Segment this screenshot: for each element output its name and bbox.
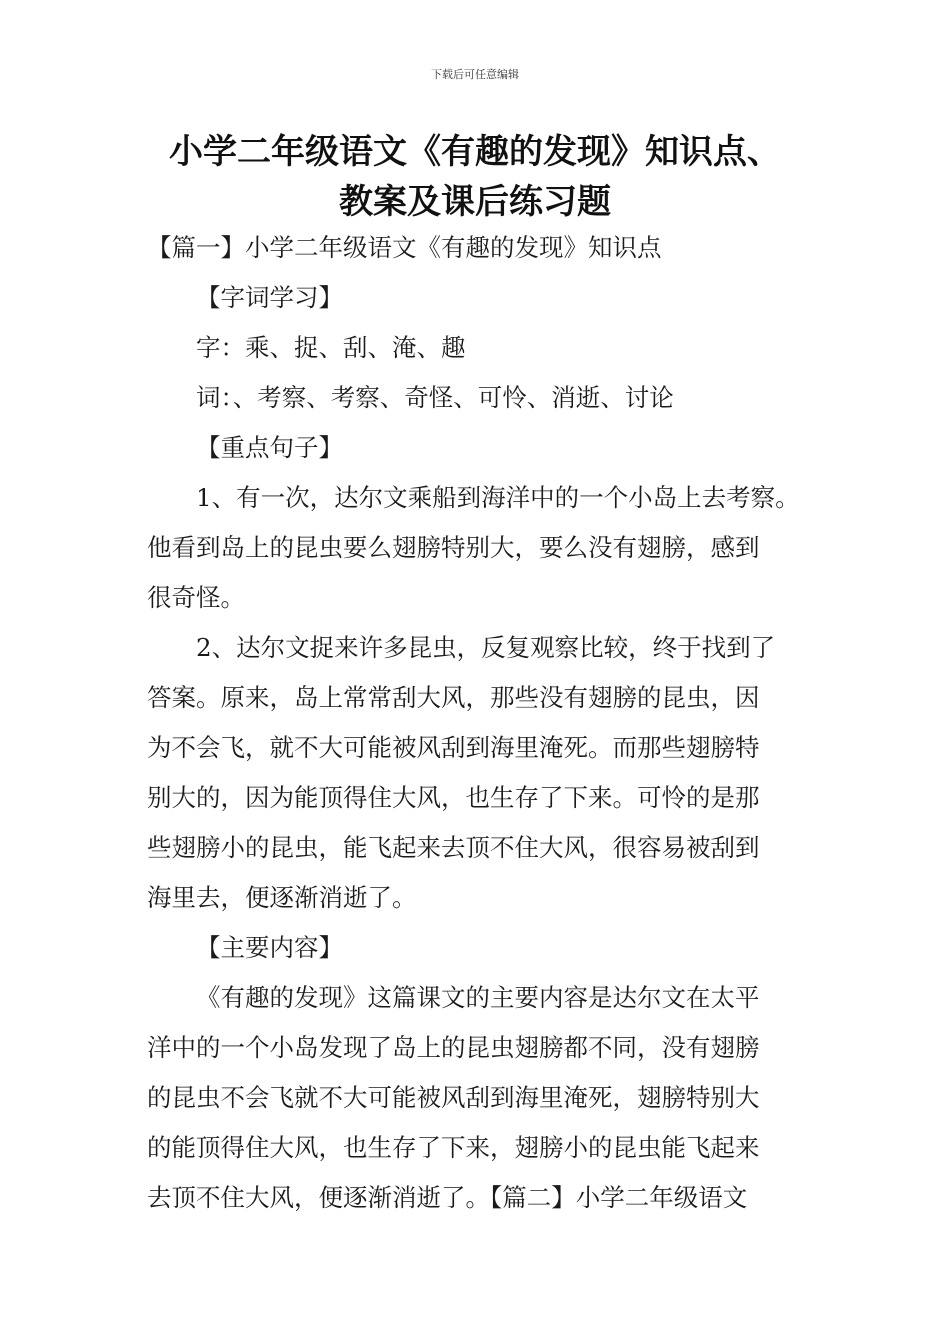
paragraph-line: 别大的，因为能顶得住大风，也生存了下来。可怜的是那 bbox=[147, 783, 760, 812]
paragraph-line: 他看到岛上的昆虫要么翅膀特别大，要么没有翅膀，感到 bbox=[147, 533, 760, 562]
characters-line: 字：乘、捉、刮、淹、趣 bbox=[196, 333, 466, 362]
words-line: 词：、考察、考察、奇怪、可怜、消逝、讨论 bbox=[196, 383, 674, 412]
section-heading-part-one: 【篇一】小学二年级语文《有趣的发现》知识点 bbox=[147, 233, 662, 262]
paragraph-line: 为不会飞，就不大可能被风刮到海里淹死。而那些翅膀特 bbox=[147, 733, 760, 762]
paragraph-line: 2、达尔文捉来许多昆虫，反复观察比较，终于找到了 bbox=[196, 633, 776, 662]
paragraph-line: 很奇怪。 bbox=[147, 583, 245, 612]
paragraph-line: 洋中的一个小岛发现了岛上的昆虫翅膀都不同，没有翅膀 bbox=[147, 1033, 760, 1062]
paragraph-line: 些翅膀小的昆虫，能飞起来去顶不住大风，很容易被刮到 bbox=[147, 833, 760, 862]
paragraph-line: 的昆虫不会飞就不大可能被风刮到海里淹死，翅膀特别大 bbox=[147, 1083, 760, 1112]
header-note: 下载后可任意编辑 bbox=[431, 68, 519, 81]
paragraph-line: 1、有一次，达尔文乘船到海洋中的一个小岛上去考察。 bbox=[196, 483, 800, 512]
document-title-line-2: 教案及课后练习题 bbox=[339, 182, 611, 222]
paragraph-line: 《有趣的发现》这篇课文的主要内容是达尔文在太平 bbox=[196, 983, 760, 1012]
paragraph-line: 的能顶得住大风，也生存了下来，翅膀小的昆虫能飞起来 bbox=[147, 1133, 760, 1162]
subheading-main-content: 【主要内容】 bbox=[196, 933, 343, 962]
paragraph-line: 答案。原来，岛上常常刮大风，那些没有翅膀的昆虫，因 bbox=[147, 683, 760, 712]
subheading-vocabulary: 【字词学习】 bbox=[196, 283, 343, 312]
subheading-key-sentences: 【重点句子】 bbox=[196, 433, 343, 462]
paragraph-line: 去顶不住大风，便逐渐消逝了。【篇二】小学二年级语文 bbox=[147, 1183, 748, 1212]
document-title-line-1: 小学二年级语文《有趣的发现》知识点、 bbox=[169, 132, 781, 172]
paragraph-line: 海里去，便逐渐消逝了。 bbox=[147, 883, 417, 912]
